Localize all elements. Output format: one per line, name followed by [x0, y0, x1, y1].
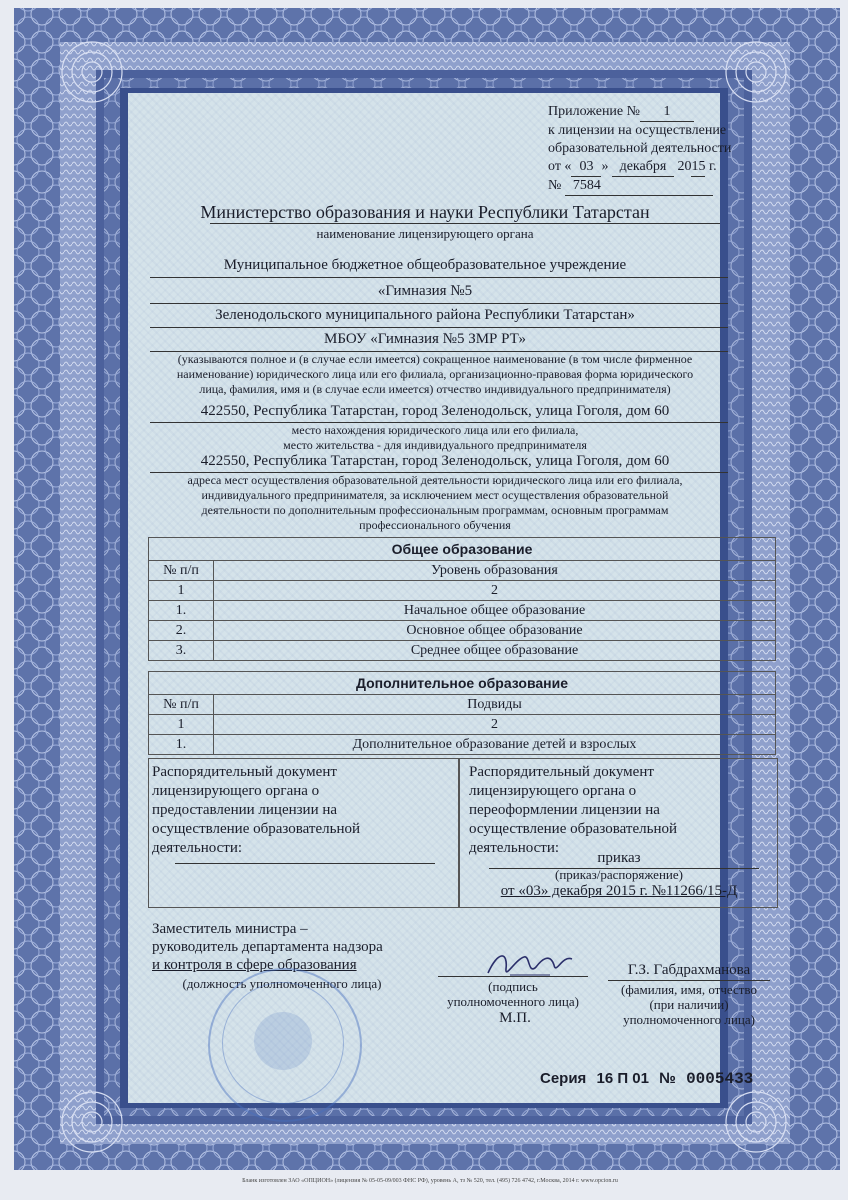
- blank-series: [540, 1070, 753, 1088]
- name-caption-3: уполномоченного лица): [623, 1012, 755, 1027]
- location-caption-1: место нахождения юридического лица или его филиала,: [291, 423, 579, 437]
- org-caption: [140, 352, 730, 397]
- education-subtype: Дополнительное образование детей и взрослых: [214, 735, 776, 755]
- order-type-caption: (приказ/распоряжение): [555, 867, 683, 882]
- signatory-line1: Заместитель министра –: [152, 921, 308, 937]
- authority-caption: наименование лицензирующего органа: [316, 226, 534, 241]
- signatory-name: Г.З. Габдрахманова: [627, 962, 751, 978]
- general-education-table: [148, 537, 776, 661]
- name-caption-1: (фамилия, имя, отчество: [621, 982, 757, 997]
- signature-caption-2: уполномоченного лица): [447, 994, 579, 1009]
- appendix-line3: образовательной деятельности: [548, 141, 732, 156]
- org-line1-rule: [150, 277, 728, 278]
- issuance-line2: лицензирующего органа о: [152, 783, 320, 799]
- stamp-place: М.П.: [499, 1010, 531, 1026]
- location-caption-2: место жительства - для индивидуального предпринимателя: [283, 438, 587, 452]
- issuance-line4: осуществление образовательной: [152, 821, 360, 837]
- additional-ed-col2-header: Подвиды: [214, 695, 776, 715]
- series-label: Серия: [540, 1070, 587, 1087]
- general-ed-col1-header: № п/п: [149, 561, 214, 581]
- education-level: Начальное общее образование: [214, 601, 776, 621]
- table-row: [149, 621, 776, 641]
- appendix-label: Приложение №: [548, 104, 640, 119]
- general-ed-colnum-1: 1: [149, 581, 214, 601]
- table-row: [149, 601, 776, 621]
- signatory-line2: руководитель департамента надзора: [152, 939, 383, 955]
- issuance-line3: предоставлении лицензии на: [152, 802, 338, 818]
- name-caption-2: (при наличии): [649, 997, 729, 1012]
- appendix-number: 1: [640, 103, 694, 122]
- issuance-document-box: [148, 758, 460, 908]
- year-suffix: г.: [708, 159, 717, 174]
- issuance-blank-line: [175, 863, 435, 864]
- org-line2-rule: [150, 303, 728, 304]
- row-number: 3.: [149, 641, 214, 661]
- table-row: [149, 735, 776, 755]
- official-seal-emblem: [254, 1012, 312, 1070]
- issuance-line1: Распорядительный документ: [152, 764, 337, 780]
- series-number: 0005433: [686, 1070, 754, 1088]
- org-line3: Зеленодольского муниципального района Республики Татарстан»: [215, 307, 635, 323]
- authority-underline: [210, 223, 720, 224]
- date-prefix: от «: [548, 159, 572, 174]
- signatory-line3: и контроля в сфере образования: [152, 957, 357, 973]
- org-line2: «Гимназия №5: [377, 283, 473, 299]
- additional-ed-colnum-1: 1: [149, 715, 214, 735]
- general-ed-col2-header: Уровень образования: [214, 561, 776, 581]
- signatory-name-rule: [608, 980, 770, 981]
- signature-caption-1: (подпись: [488, 979, 538, 994]
- series-num-label: №: [659, 1070, 676, 1087]
- org-line3-rule: [150, 327, 728, 328]
- reissuance-line3: переоформлении лицензии на: [469, 802, 660, 818]
- row-number: 2.: [149, 621, 214, 641]
- date-month: декабря: [612, 158, 674, 177]
- issuance-text: [152, 763, 360, 858]
- signatory-name-caption: [594, 982, 784, 1027]
- org-caption-1: (указываются полное и (в случае если имеется) сокращенное наименование (в том числе фирменное: [177, 352, 693, 366]
- date-sep: »: [601, 159, 609, 174]
- year-prefix: 20: [677, 159, 692, 174]
- activity-caption: [140, 473, 730, 533]
- org-caption-2: наименование) юридического лица или его филиала, организационно-правовая форма юридического: [176, 367, 694, 381]
- license-num-label: №: [548, 178, 562, 193]
- date-year: 15: [691, 158, 705, 177]
- signatory-position: [152, 920, 383, 974]
- row-number: 1.: [149, 601, 214, 621]
- education-level: Основное общее образование: [214, 621, 776, 641]
- date-day: 03: [571, 158, 601, 177]
- org-caption-3: лица, фамилия, имя и (в случае если имеется) отчество индивидуального предпринимателя): [199, 382, 671, 396]
- activity-caption-2: индивидуального предпринимателя, за исключением мест осуществления образовательной: [201, 488, 669, 502]
- activity-address: 422550, Республика Татарстан, город Зеленодольск, улица Гоголя, дом 60: [200, 453, 670, 469]
- activity-caption-3: деятельности по дополнительным профессиональным программам, основным программам: [201, 503, 669, 517]
- issuance-line5: деятельности:: [152, 840, 243, 856]
- reissuance-text: [469, 763, 677, 858]
- signature-line: [438, 976, 588, 977]
- printer-footer: Бланк изготовлен ЗАО «ОПЦИОН» (лицензия № 05-05-09/003 ФНС РФ), уровень А, тз № 520, тел. (495) 726 4742, г.Москва, 2014 г. www.opcion.ru: [242, 1178, 618, 1184]
- location-address: 422550, Республика Татарстан, город Зеленодольск, улица Гоголя, дом 60: [200, 403, 670, 419]
- activity-caption-1: адреса мест осуществления образовательной деятельности юридического лица или его филиала,: [187, 473, 683, 487]
- reissuance-line1: Распорядительный документ: [469, 764, 654, 780]
- signatory-position-caption: (должность уполномоченного лица): [182, 976, 382, 991]
- general-ed-title: Общее образование: [149, 538, 776, 561]
- activity-caption-4: профессионального обучения: [359, 518, 511, 532]
- authority-name: Министерство образования и науки Республики Татарстан: [200, 202, 650, 222]
- signature-caption: [428, 979, 598, 1009]
- additional-education-table: [148, 671, 776, 755]
- additional-ed-title: Дополнительное образование: [149, 672, 776, 695]
- location-caption: [140, 423, 730, 453]
- general-ed-colnum-2: 2: [214, 581, 776, 601]
- reissuance-line5: деятельности:: [469, 840, 560, 856]
- additional-ed-col1-header: № п/п: [149, 695, 214, 715]
- reissuance-line4: осуществление образовательной: [469, 821, 677, 837]
- reissuance-document-box: [458, 758, 778, 908]
- order-type: приказ: [597, 850, 641, 866]
- appendix-block: [548, 103, 768, 196]
- table-row: [149, 641, 776, 661]
- org-line1: Муниципальное бюджетное общеобразовательное учреждение: [223, 257, 627, 273]
- org-short-name: МБОУ «Гимназия №5 ЗМР РТ»: [324, 331, 526, 347]
- license-number: 7584: [565, 177, 713, 196]
- education-level: Среднее общее образование: [214, 641, 776, 661]
- appendix-line2: к лицензии на осуществление: [548, 123, 727, 138]
- reissuance-line2: лицензирующего органа о: [469, 783, 637, 799]
- additional-ed-colnum-2: 2: [214, 715, 776, 735]
- series-code: 16 П 01: [596, 1070, 649, 1087]
- order-date-number: от «03» декабря 2015 г. №11266/15-Д: [500, 883, 738, 899]
- row-number: 1.: [149, 735, 214, 755]
